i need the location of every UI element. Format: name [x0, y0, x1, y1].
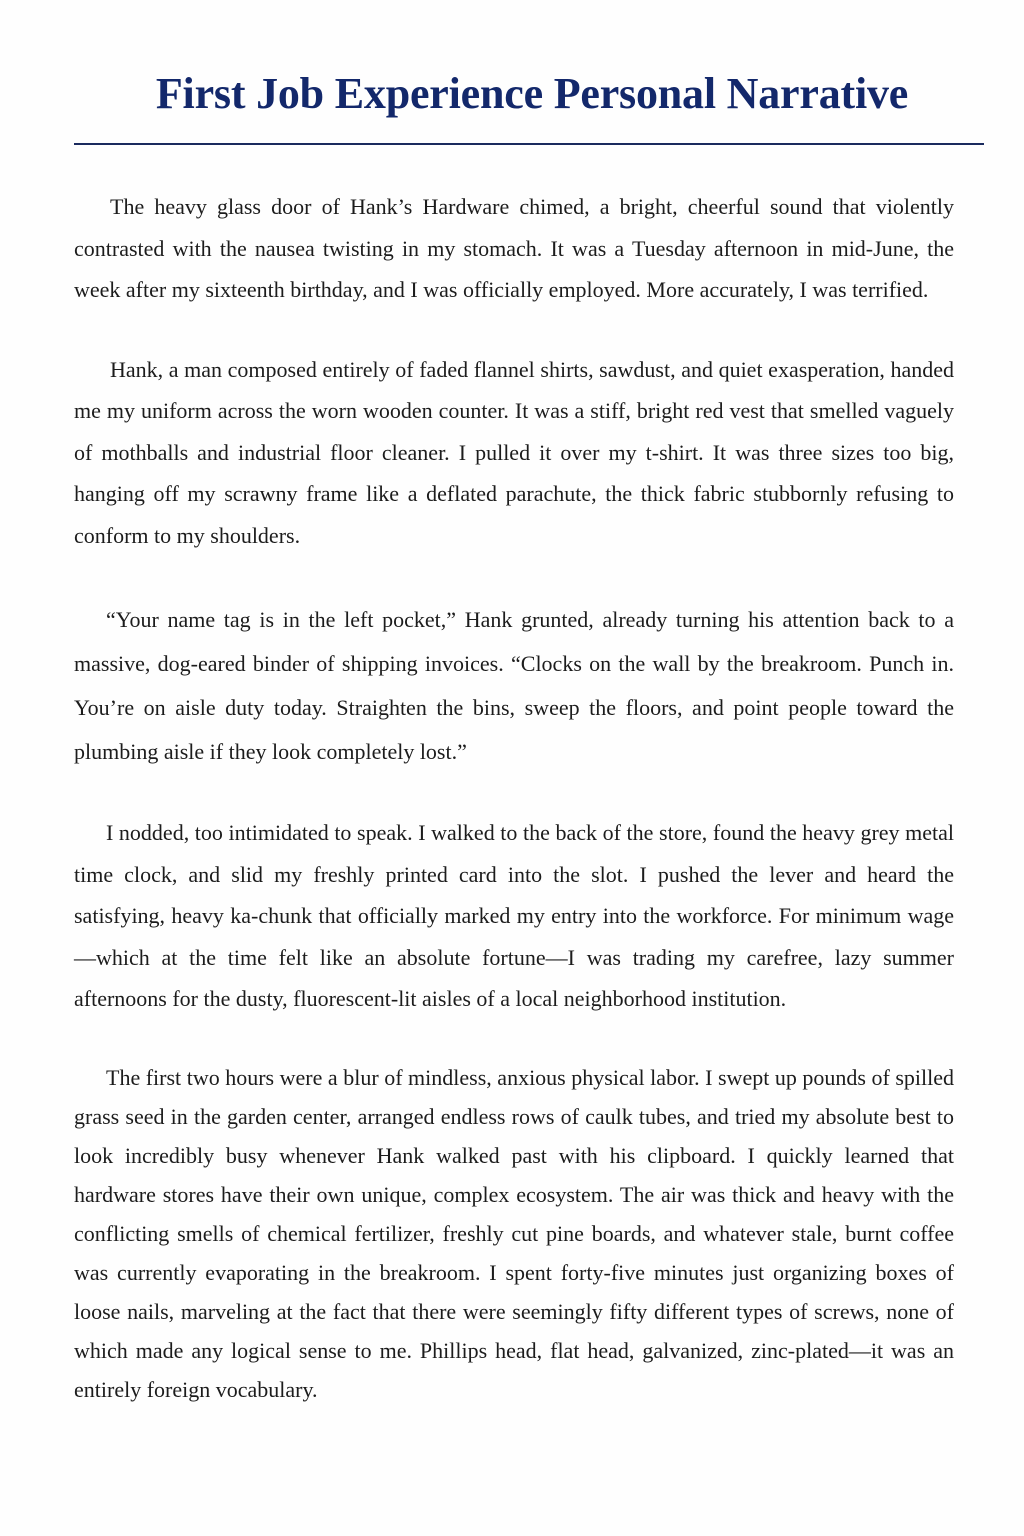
- document-title: First Job Experience Personal Narrative: [155, 69, 909, 118]
- paragraph-4: I nodded, too intimidated to speak. I walked to the back of the store, found the heavy grey metal time clock, and slid my freshly printed card into the slot. I pushed the lever and heard the satisfying, heavy ka-chunk that officially marked my entry into the workforce. For minimum wage—which at the time felt like an absolute fortune—I was trading my carefree, lazy summer afternoons for the dusty, fluorescent-lit aisles of a local neighborhood institution.: [74, 820, 954, 1011]
- paragraph-1: The heavy glass door of Hank’s Hardware chimed, a bright, cheerful sound that violently contrasted with the nausea twisting in my stomach. It was a Tuesday afternoon in mid-June, the week after my sixteenth birthday, and I was officially employed. More accurately, I was terrified.: [74, 194, 954, 302]
- narrative-body: [74, 186, 954, 1409]
- paragraph-2: Hank, a man composed entirely of faded flannel shirts, sawdust, and quiet exasperation, handed me my uniform across the worn wooden counter. It was a stiff, bright red vest that smelled vaguely of mothballs and industrial floor cleaner. I pulled it over my t-shirt. It was three sizes too big, hanging off my scrawny frame like a deflated parachute, the thick fabric stubbornly refusing to conform to my shoulders.: [74, 356, 954, 548]
- paragraph-3: “Your name tag is in the left pocket,” Hank grunted, already turning his attention back to a massive, dog-eared binder of shipping invoices. “Clocks on the wall by the breakroom. Punch in. You’re on aisle duty today. Straighten the bins, sweep the floors, and point people toward the plumbing aisle if they look completely lost.”: [74, 607, 954, 764]
- title-divider: [74, 143, 984, 145]
- paragraph-5: The first two hours were a blur of mindless, anxious physical labor. I swept up pounds of spilled grass seed in the garden center, arranged endless rows of caulk tubes, and tried my absolute best to look incredibly busy whenever Hank walked past with his clipboard. I quickly learned that hardware stores have their own unique, complex ecosystem. The air was thick and heavy with the conflicting smells of chemical fertilizer, freshly cut pine boards, and whatever stale, burnt coffee was currently evaporating in the breakroom. I spent forty-five minutes just organizing boxes of loose nails, marveling at the fact that there were seemingly fifty different types of screws, none of which made any logical sense to me. Phillips head, flat head, galvanized, zinc-plated—it was an entirely foreign vocabulary.: [74, 1064, 954, 1402]
